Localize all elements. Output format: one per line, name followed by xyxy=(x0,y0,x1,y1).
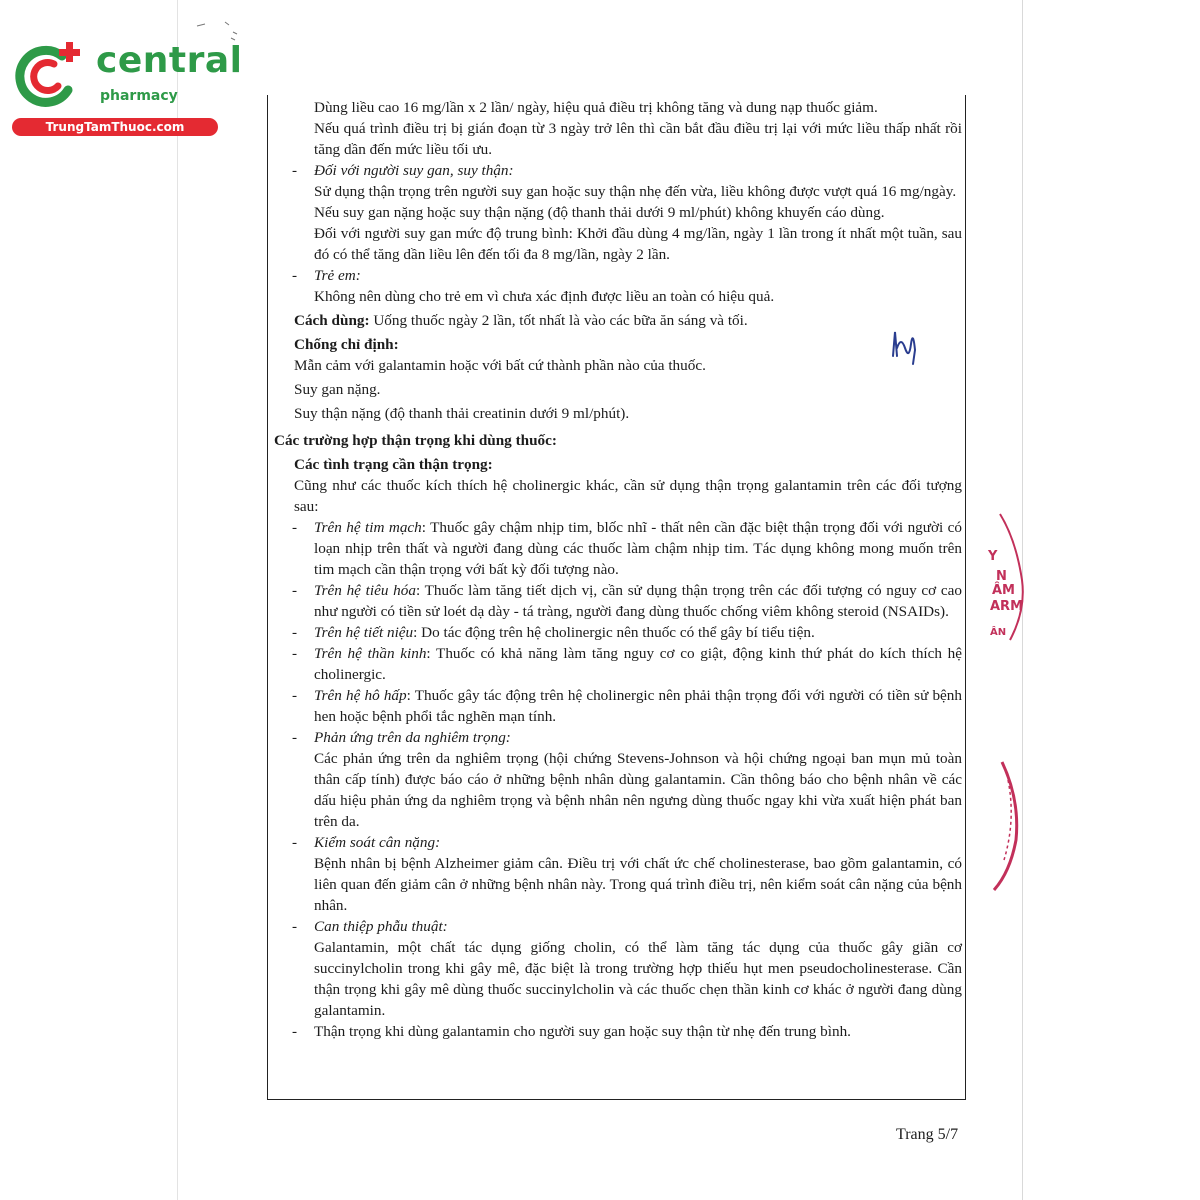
pharmacy-cross-logo-icon xyxy=(10,38,88,116)
paragraph: Sử dụng thận trọng trên người suy gan hoặc suy thận nhẹ đến vừa, liều không được vượt quá 16 mg/ngày. xyxy=(314,183,957,200)
usage-text: Uống thuốc ngày 2 lần, tốt nhất là vào các bữa ăn sáng và tối. xyxy=(369,312,748,329)
paragraph: Các phản ứng trên da nghiêm trọng (hội chứng Stevens-Johnson và hội chứng ngoại ban mụn mủ toàn thân cấp tính) được báo cáo ở những bệnh nhân dùng galantamin. Cần thông báo cho bệnh nhân về các dấu hiệu phản ứng da nghiêm trọng và bệnh nhân nên ngưng dùng thuốc ngay khi vừa xuất hiện phát ban trên da. xyxy=(314,750,962,830)
logo-name: central xyxy=(96,40,243,81)
usage-paragraph xyxy=(274,310,962,331)
bullet-label: Trẻ em: xyxy=(314,267,361,284)
usage-label: Cách dùng: xyxy=(294,312,370,329)
list-item: - Can thiệp phẫu thuật: xyxy=(292,918,448,935)
document-content xyxy=(274,97,962,1042)
list-item: - Thận trọng khi dùng galantamin cho người suy gan hoặc suy thận từ nhẹ đến trung bình. xyxy=(292,1023,851,1040)
paragraph: Dùng liều cao 16 mg/lần x 2 lần/ ngày, hiệu quả điều trị không tăng và dung nạp thuốc giảm. xyxy=(314,99,878,116)
list-item: - Trẻ em: xyxy=(292,267,361,284)
list-item: - Kiểm soát cân nặng: xyxy=(292,834,441,851)
stamp-text-1: Y xyxy=(988,549,998,564)
list-item: - Phản ứng trên da nghiêm trọng: xyxy=(292,729,511,746)
paragraph: Suy gan nặng. xyxy=(294,381,381,398)
paragraph: Mẫn cảm với galantamin hoặc với bất cứ thành phần nào của thuốc. xyxy=(294,357,706,374)
paragraph: Bệnh nhân bị bệnh Alzheimer giảm cân. Điều trị với chất ức chế cholinesterase, bao gồm galantamin, có liên quan đến giảm cân ở những bệnh nhân này. Trong quá trình điều trị, nên kiểm soát cân nặng của bệnh nhân. xyxy=(314,855,962,914)
central-pharmacy-logo[interactable] xyxy=(10,38,243,138)
list-item: - Trên hệ tiết niệu: Do tác động trên hệ cholinergic nên thuốc có thể gây bí tiểu tiện. xyxy=(292,624,815,641)
paragraph: Đối với người suy gan mức độ trung bình: Khởi đầu dùng 4 mg/lần, ngày 1 lần trong ít nhất một tuần, sau đó có thể tăng dần liều lên đến tối đa 8 mg/lần, ngày 2 lần. xyxy=(314,225,962,263)
stamp-text-4: ARM xyxy=(990,599,1024,614)
logo-url-badge[interactable]: TrungTamThuoc.com xyxy=(12,118,218,136)
page-number: Trang 5/7 xyxy=(896,1126,959,1143)
section-heading: Các trường hợp thận trọng khi dùng thuốc: xyxy=(274,432,557,449)
paragraph: Nếu suy gan nặng hoặc suy thận nặng (độ thanh thải dưới 9 ml/phút) không khuyến cáo dùng. xyxy=(314,204,885,221)
page-edge-left xyxy=(177,0,178,1200)
stamp-text-3: ÂM xyxy=(992,583,1015,598)
paragraph: Không nên dùng cho trẻ em vì chưa xác định được liều an toàn có hiệu quả. xyxy=(314,288,775,305)
list-item: - Trên hệ hô hấp: Thuốc gây tác động trên hệ cholinergic nên phải thận trọng đối với người có tiền sử bệnh hen hoặc bệnh phổi tắc nghẽn mạn tính. xyxy=(292,687,962,725)
logo-subtitle: pharmacy xyxy=(100,88,178,104)
section-heading: Chống chỉ định: xyxy=(294,336,399,353)
paragraph: Nếu quá trình điều trị bị gián đoạn từ 3 ngày trở lên thì cần bắt đầu điều trị lại với mức liều thấp nhất rồi tăng dần đến mức liều tối ưu. xyxy=(314,120,962,158)
bullet-label: Đối với người suy gan, suy thận: xyxy=(314,162,514,179)
section-heading: Các tình trạng cần thận trọng: xyxy=(294,456,493,473)
stamp-text-2: N xyxy=(996,569,1007,584)
paragraph: Suy thận nặng (độ thanh thải creatinin dưới 9 ml/phút). xyxy=(294,405,630,422)
signature-icon xyxy=(885,326,929,366)
list-item: - Đối với người suy gan, suy thận: xyxy=(292,162,514,179)
list-item: - Trên hệ tim mạch: Thuốc gây chậm nhịp tim, blốc nhĩ - thất nên cần đặc biệt thận trọng đối với người có loạn nhịp trên thất và người đang dùng các thuốc làm chậm nhịp tim. Tác dụng không mong muốn trên tim mạch cần thận trọng với bất kỳ đối tượng nào. xyxy=(292,519,962,578)
paragraph: Galantamin, một chất tác dụng giống cholin, có thể làm tăng tác dụng của thuốc gây giãn cơ succinylcholin trong khi gây mê, đặc biệt là trong trường hợp thiếu hụt men pseudocholinesterase. Cần thận trọng khi gây mê dùng thuốc succinylcholin và các thuốc chẹn thần kinh cơ khác ở người đang dùng galantamin. xyxy=(314,939,962,1019)
paragraph: Cũng như các thuốc kích thích hệ cholinergic khác, cần sử dụng thận trọng galantamin trên các đối tượng sau: xyxy=(294,477,962,515)
list-item: - Trên hệ thần kinh: Thuốc có khả năng làm tăng nguy cơ co giật, động kinh thứ phát do kích thích hệ cholinergic. xyxy=(292,645,962,683)
list-item: - Trên hệ tiêu hóa: Thuốc làm tăng tiết dịch vị, cần sử dụng thận trọng trên các đối tượng có nguy cơ cao như người có tiền sử loét dạ dày - tá tràng, người đang dùng thuốc chống viêm không steroid (NSAIDs). xyxy=(292,582,962,620)
stamp-text-5: ÂN xyxy=(990,627,1007,638)
official-stamp xyxy=(986,500,1026,900)
